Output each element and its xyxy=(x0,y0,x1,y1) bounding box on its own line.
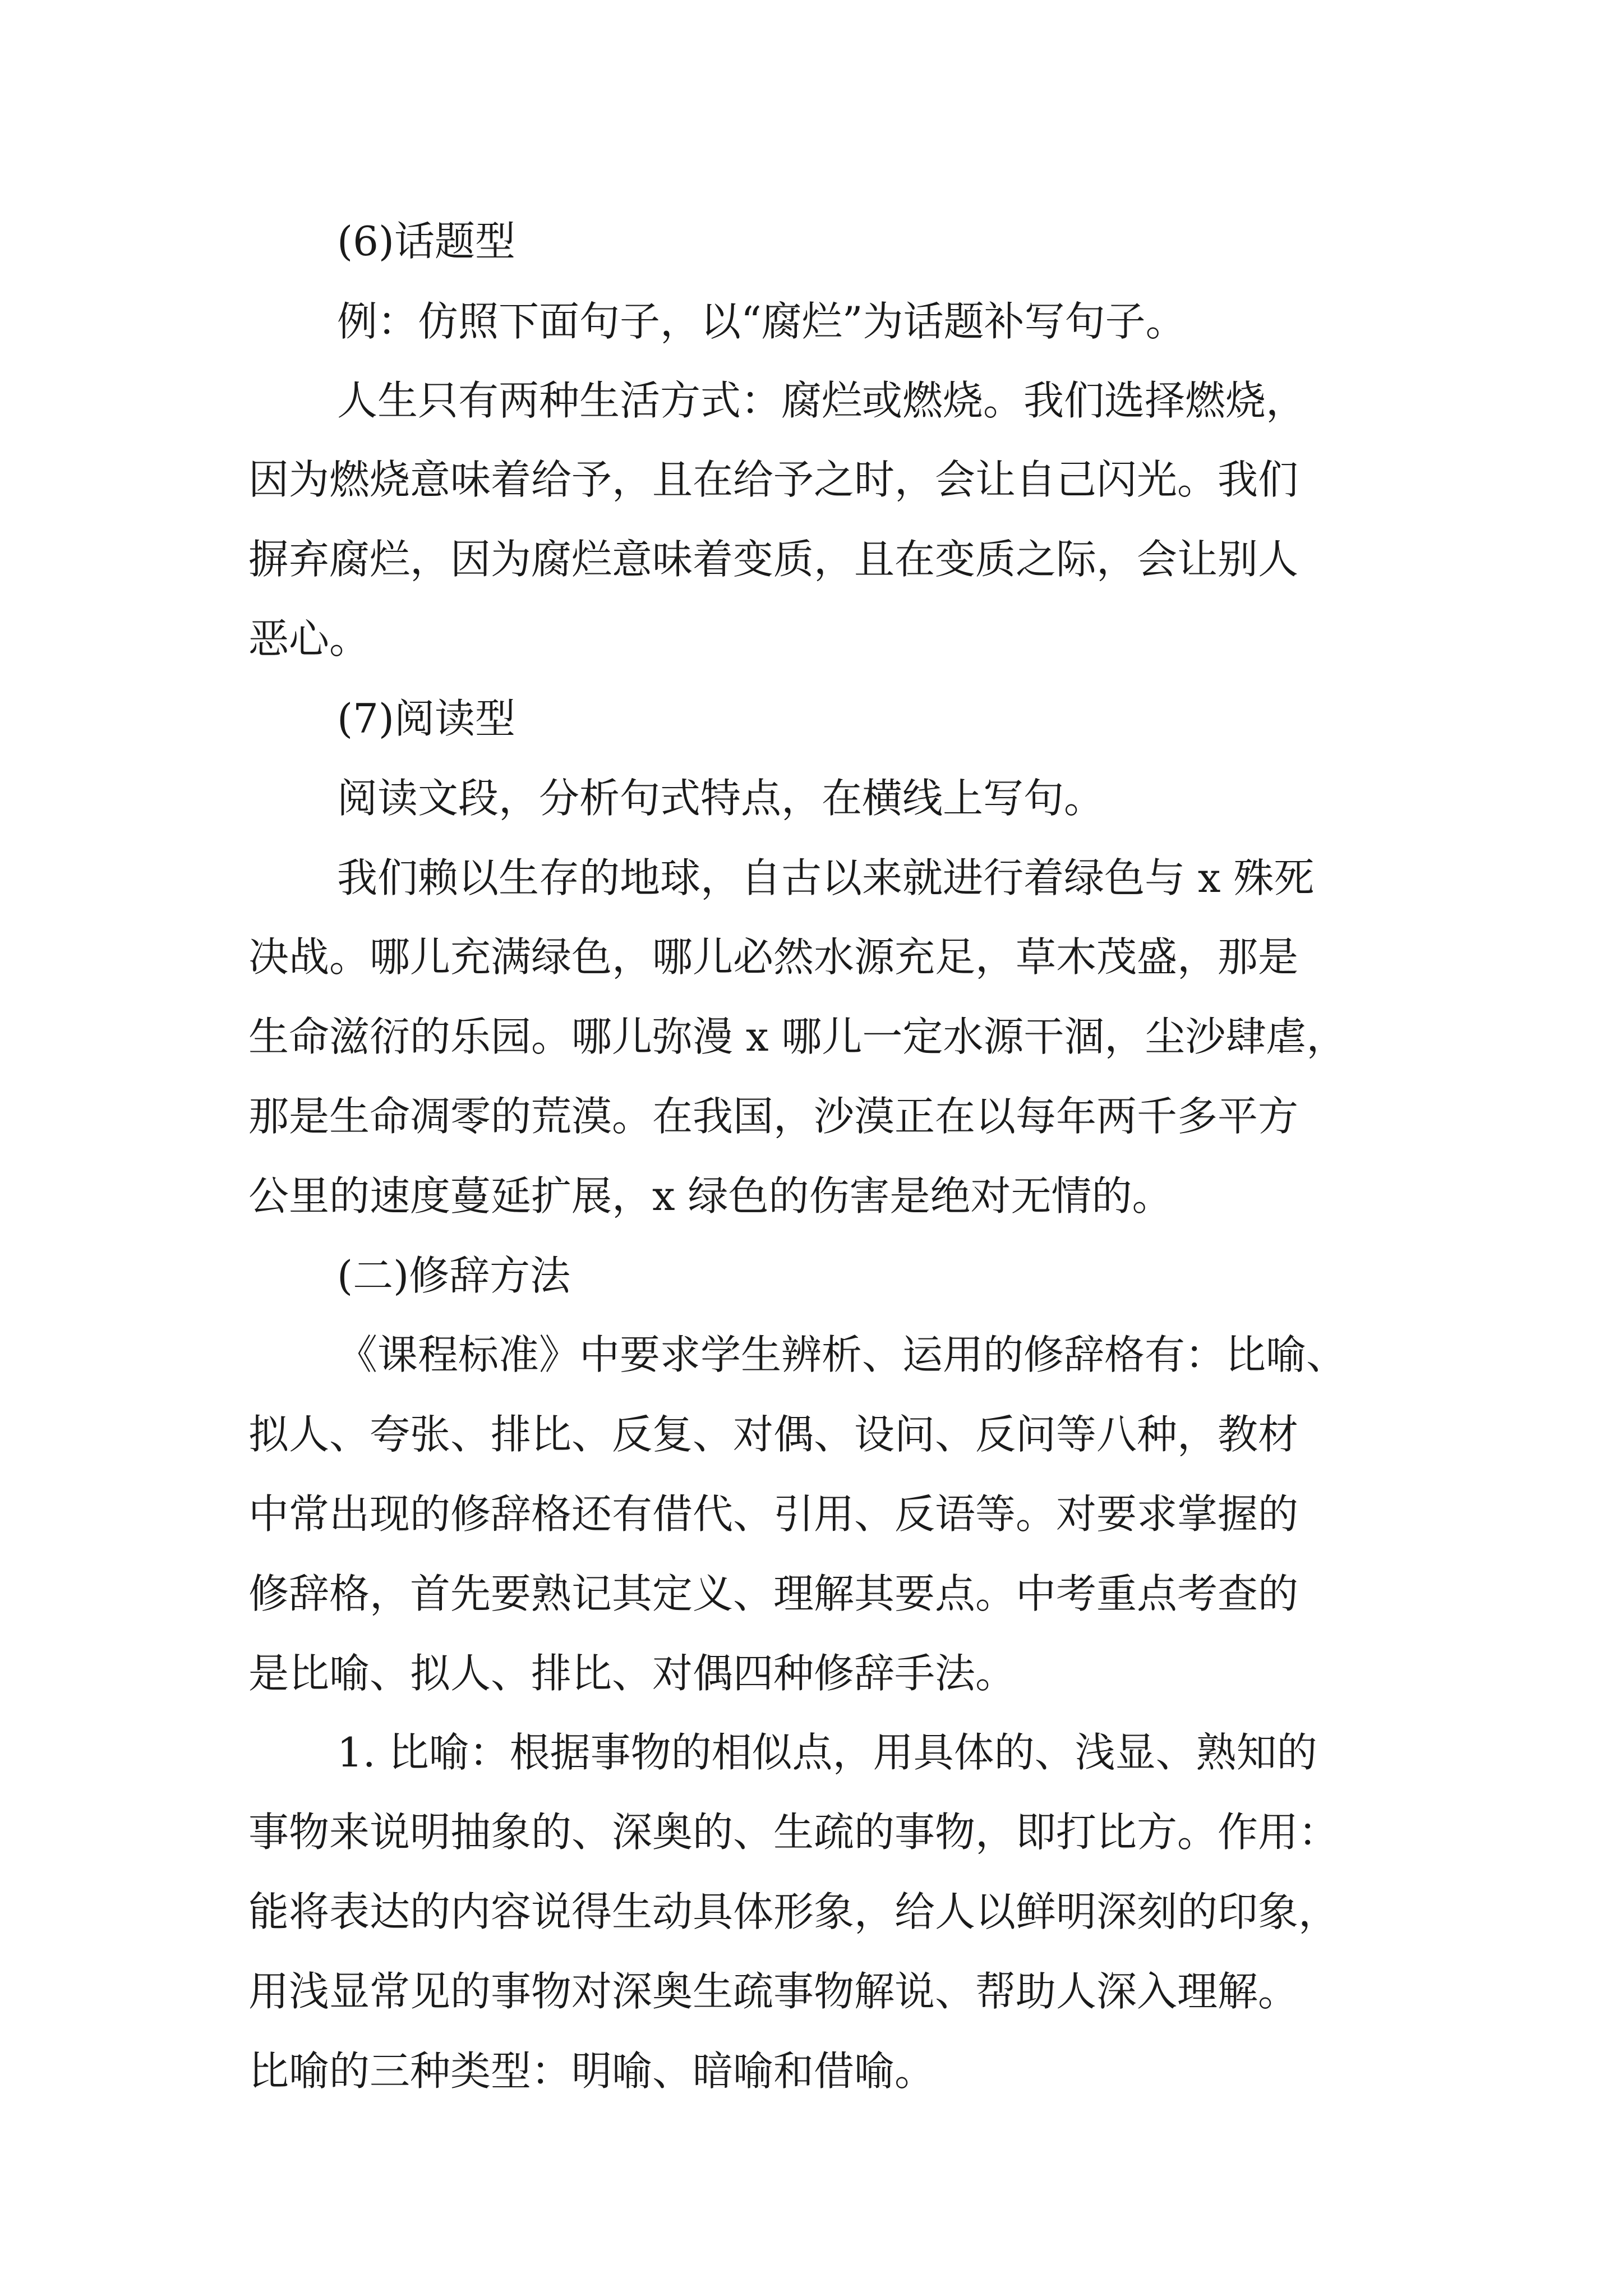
paragraph-line: 因为燃烧意味着给予，且在给予之时，会让自己闪光。我们 xyxy=(248,456,1299,503)
paragraph-line: 《课程标准》中要求学生辨析、运用的修辞格有：比喻、 xyxy=(337,1331,1347,1378)
paragraph-line: 公里的速度蔓延扩展，x 绿色的伤害是绝对无情的。 xyxy=(248,1172,1173,1220)
paragraph-line: 例：仿照下面句子，以“腐烂”为话题补写句子。 xyxy=(337,298,1186,345)
paragraph-line: 人生只有两种生活方式：腐烂或燃烧。我们选择燃烧， xyxy=(337,377,1307,424)
paragraph-line: 恶心。 xyxy=(248,615,370,662)
paragraph-line: 摒弃腐烂，因为腐烂意味着变质，且在变质之际，会让别人 xyxy=(248,536,1299,583)
heading-topic-type: (6)话题型 xyxy=(337,218,515,265)
paragraph-line: 生命滋衍的乐园。哪儿弥漫 x 哪儿一定水源干涸，尘沙肆虐， xyxy=(248,1013,1347,1060)
paragraph-line: 是比喻、拟人、排比、对偶四种修辞手法。 xyxy=(248,1650,1016,1697)
paragraph-line: 事物来说明抽象的、深奥的、生疏的事物，即打比方。作用： xyxy=(248,1809,1339,1856)
paragraph-line: 阅读文段，分析句式特点，在横线上写句。 xyxy=(337,775,1105,822)
paragraph-line: 我们赖以生存的地球，自古以来就进行着绿色与 x 殊死 xyxy=(337,854,1315,901)
paragraph-line: 比喻的三种类型：明喻、暗喻和借喻。 xyxy=(248,2047,935,2095)
paragraph-line: 决战。哪儿充满绿色，哪儿必然水源充足，草木茂盛，那是 xyxy=(248,933,1299,981)
paragraph-line: 拟人、夸张、排比、反复、对偶、设问、反问等八种，教材 xyxy=(248,1411,1299,1458)
heading-rhetoric-methods: (二)修辞方法 xyxy=(337,1252,571,1299)
heading-reading-type: (7)阅读型 xyxy=(337,695,515,742)
paragraph-line: 中常出现的修辞格还有借代、引用、反语等。对要求掌握的 xyxy=(248,1490,1299,1538)
paragraph-line: 能将表达的内容说得生动具体形象，给人以鲜明深刻的印象， xyxy=(248,1888,1339,1935)
paragraph-line: 那是生命凋零的荒漠。在我国，沙漠正在以每年两千多平方 xyxy=(248,1093,1299,1140)
paragraph-line: 修辞格，首先要熟记其定义、理解其要点。中考重点考查的 xyxy=(248,1570,1299,1617)
paragraph-line: 用浅显常见的事物对深奥生疏事物解说、帮助人深入理解。 xyxy=(248,1968,1299,2015)
paragraph-line: 1. 比喻：根据事物的相似点，用具体的、浅显、熟知的 xyxy=(337,1729,1317,1776)
